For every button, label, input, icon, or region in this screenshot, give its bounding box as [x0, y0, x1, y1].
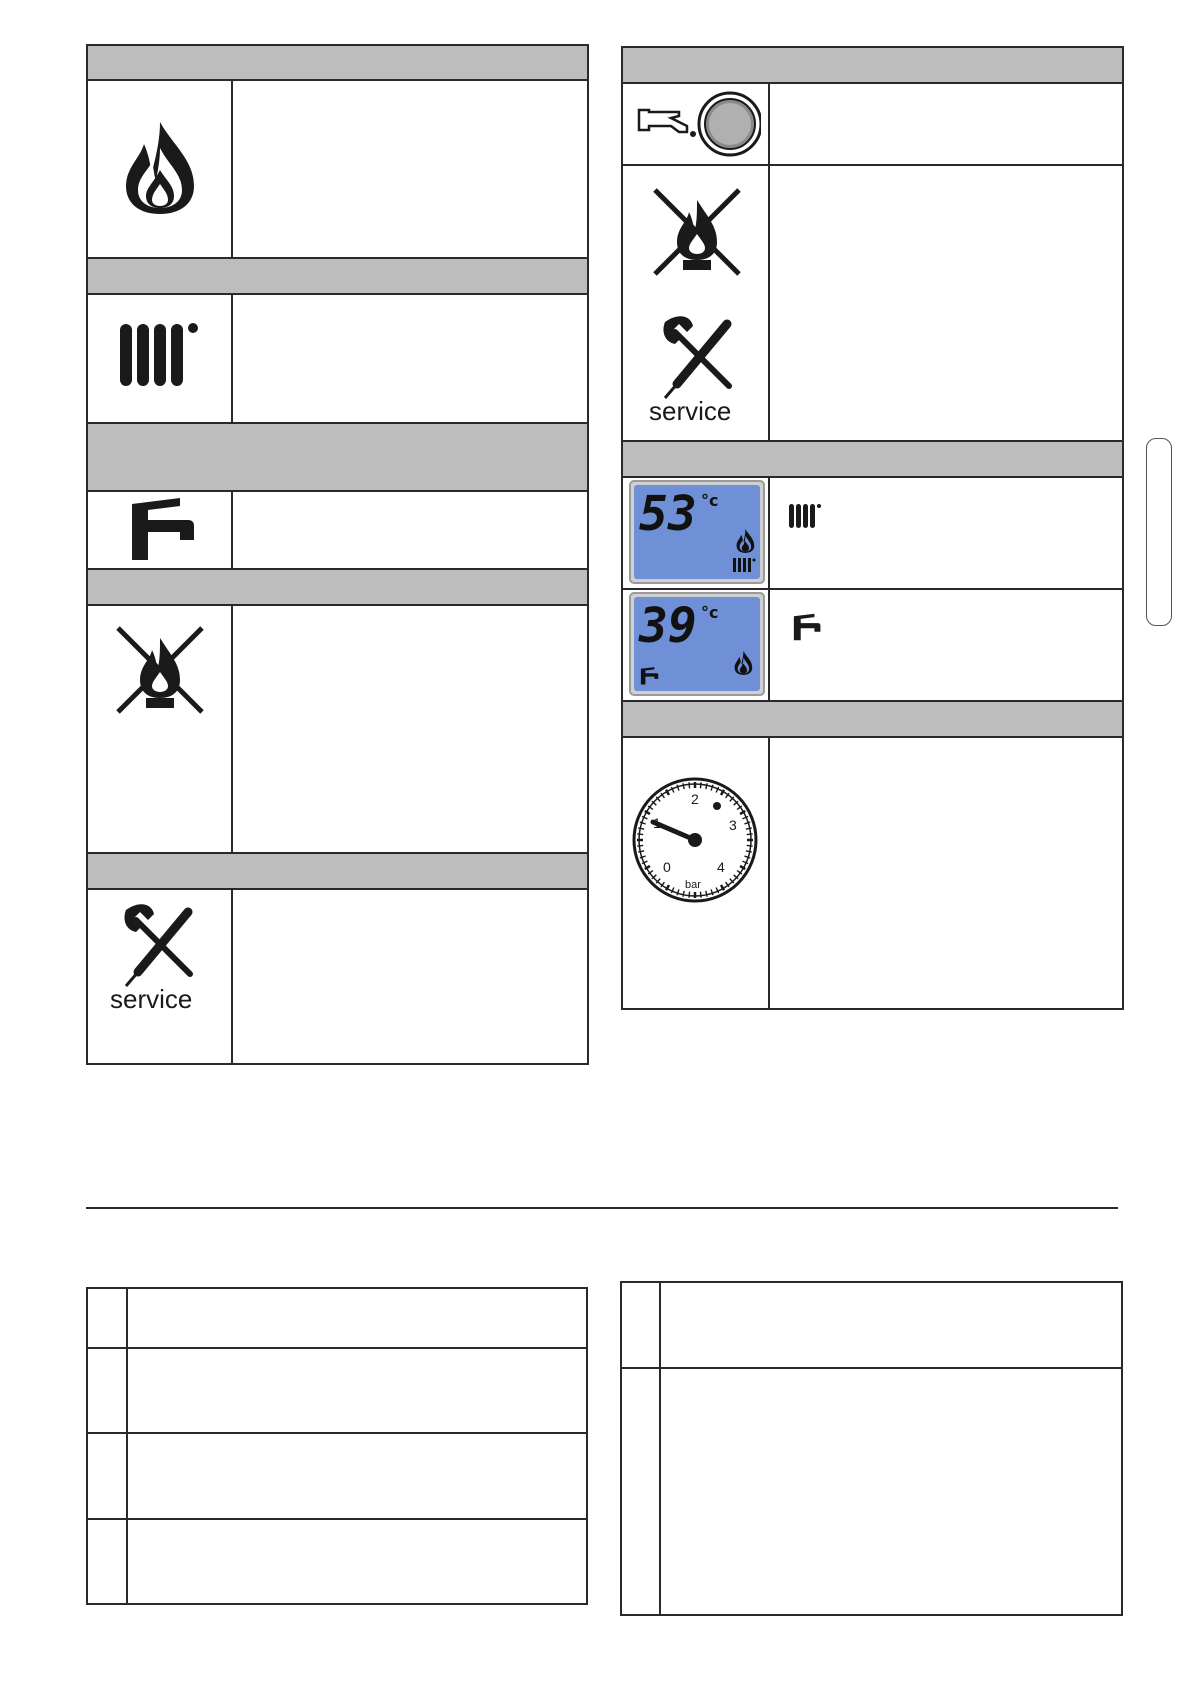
lcd-hot-water-unit: °c: [701, 603, 719, 622]
left-header-2: [88, 259, 587, 293]
no-flame-icon: [649, 184, 745, 280]
flame-icon: [120, 118, 200, 218]
gauge-tick: [637, 845, 643, 846]
gauge-tick: [637, 834, 643, 835]
page-thumb-tab: [1146, 438, 1172, 626]
gauge-tick: [747, 845, 753, 846]
hot-water-tap-icon: [118, 494, 198, 564]
gauge-tick: [700, 892, 701, 898]
right-status-table: [621, 46, 1124, 1010]
left-header-3: [88, 424, 587, 490]
right-header-1: [623, 48, 1122, 82]
left-header-4: [88, 570, 587, 604]
gauge-tick: [689, 782, 690, 788]
section-divider: [86, 1207, 1118, 1209]
lcd-heating-temperature: 53: [639, 486, 697, 542]
service-tools-icon: [647, 314, 753, 424]
lcd-hot-water-display: [629, 592, 765, 696]
gauge-tick: [689, 892, 690, 898]
no-flame-icon: [112, 622, 208, 718]
radiator-icon: [118, 318, 202, 390]
hot-water-tap-icon: [787, 612, 823, 642]
gauge-unit: bar: [685, 879, 701, 891]
lcd-heating-unit: °c: [701, 491, 719, 510]
gauge-label-0: 0: [663, 859, 671, 875]
lcd-hot-water-temperature: 39: [639, 598, 697, 654]
gauge-tick: [747, 834, 753, 835]
right-header-2: [623, 442, 1122, 476]
reset-button-icon: [635, 88, 761, 160]
service-tools-icon: [108, 902, 214, 1012]
pressure-gauge-icon: [631, 776, 759, 904]
gauge-label-3: 3: [729, 817, 737, 833]
service-label: service: [649, 396, 732, 424]
left-header-5: [88, 854, 587, 888]
gauge-label-4: 4: [717, 859, 725, 875]
service-label: service: [110, 984, 193, 1012]
left-header-1: [88, 46, 587, 79]
radiator-icon: [789, 502, 823, 530]
lcd-heating-display: [629, 480, 765, 584]
gauge-tick: [700, 782, 701, 788]
gauge-label-2: 2: [691, 791, 699, 807]
bottom-right-table: [620, 1281, 1123, 1616]
left-status-table: [86, 44, 589, 1065]
bottom-left-table: [86, 1287, 588, 1605]
right-header-3: [623, 702, 1122, 736]
